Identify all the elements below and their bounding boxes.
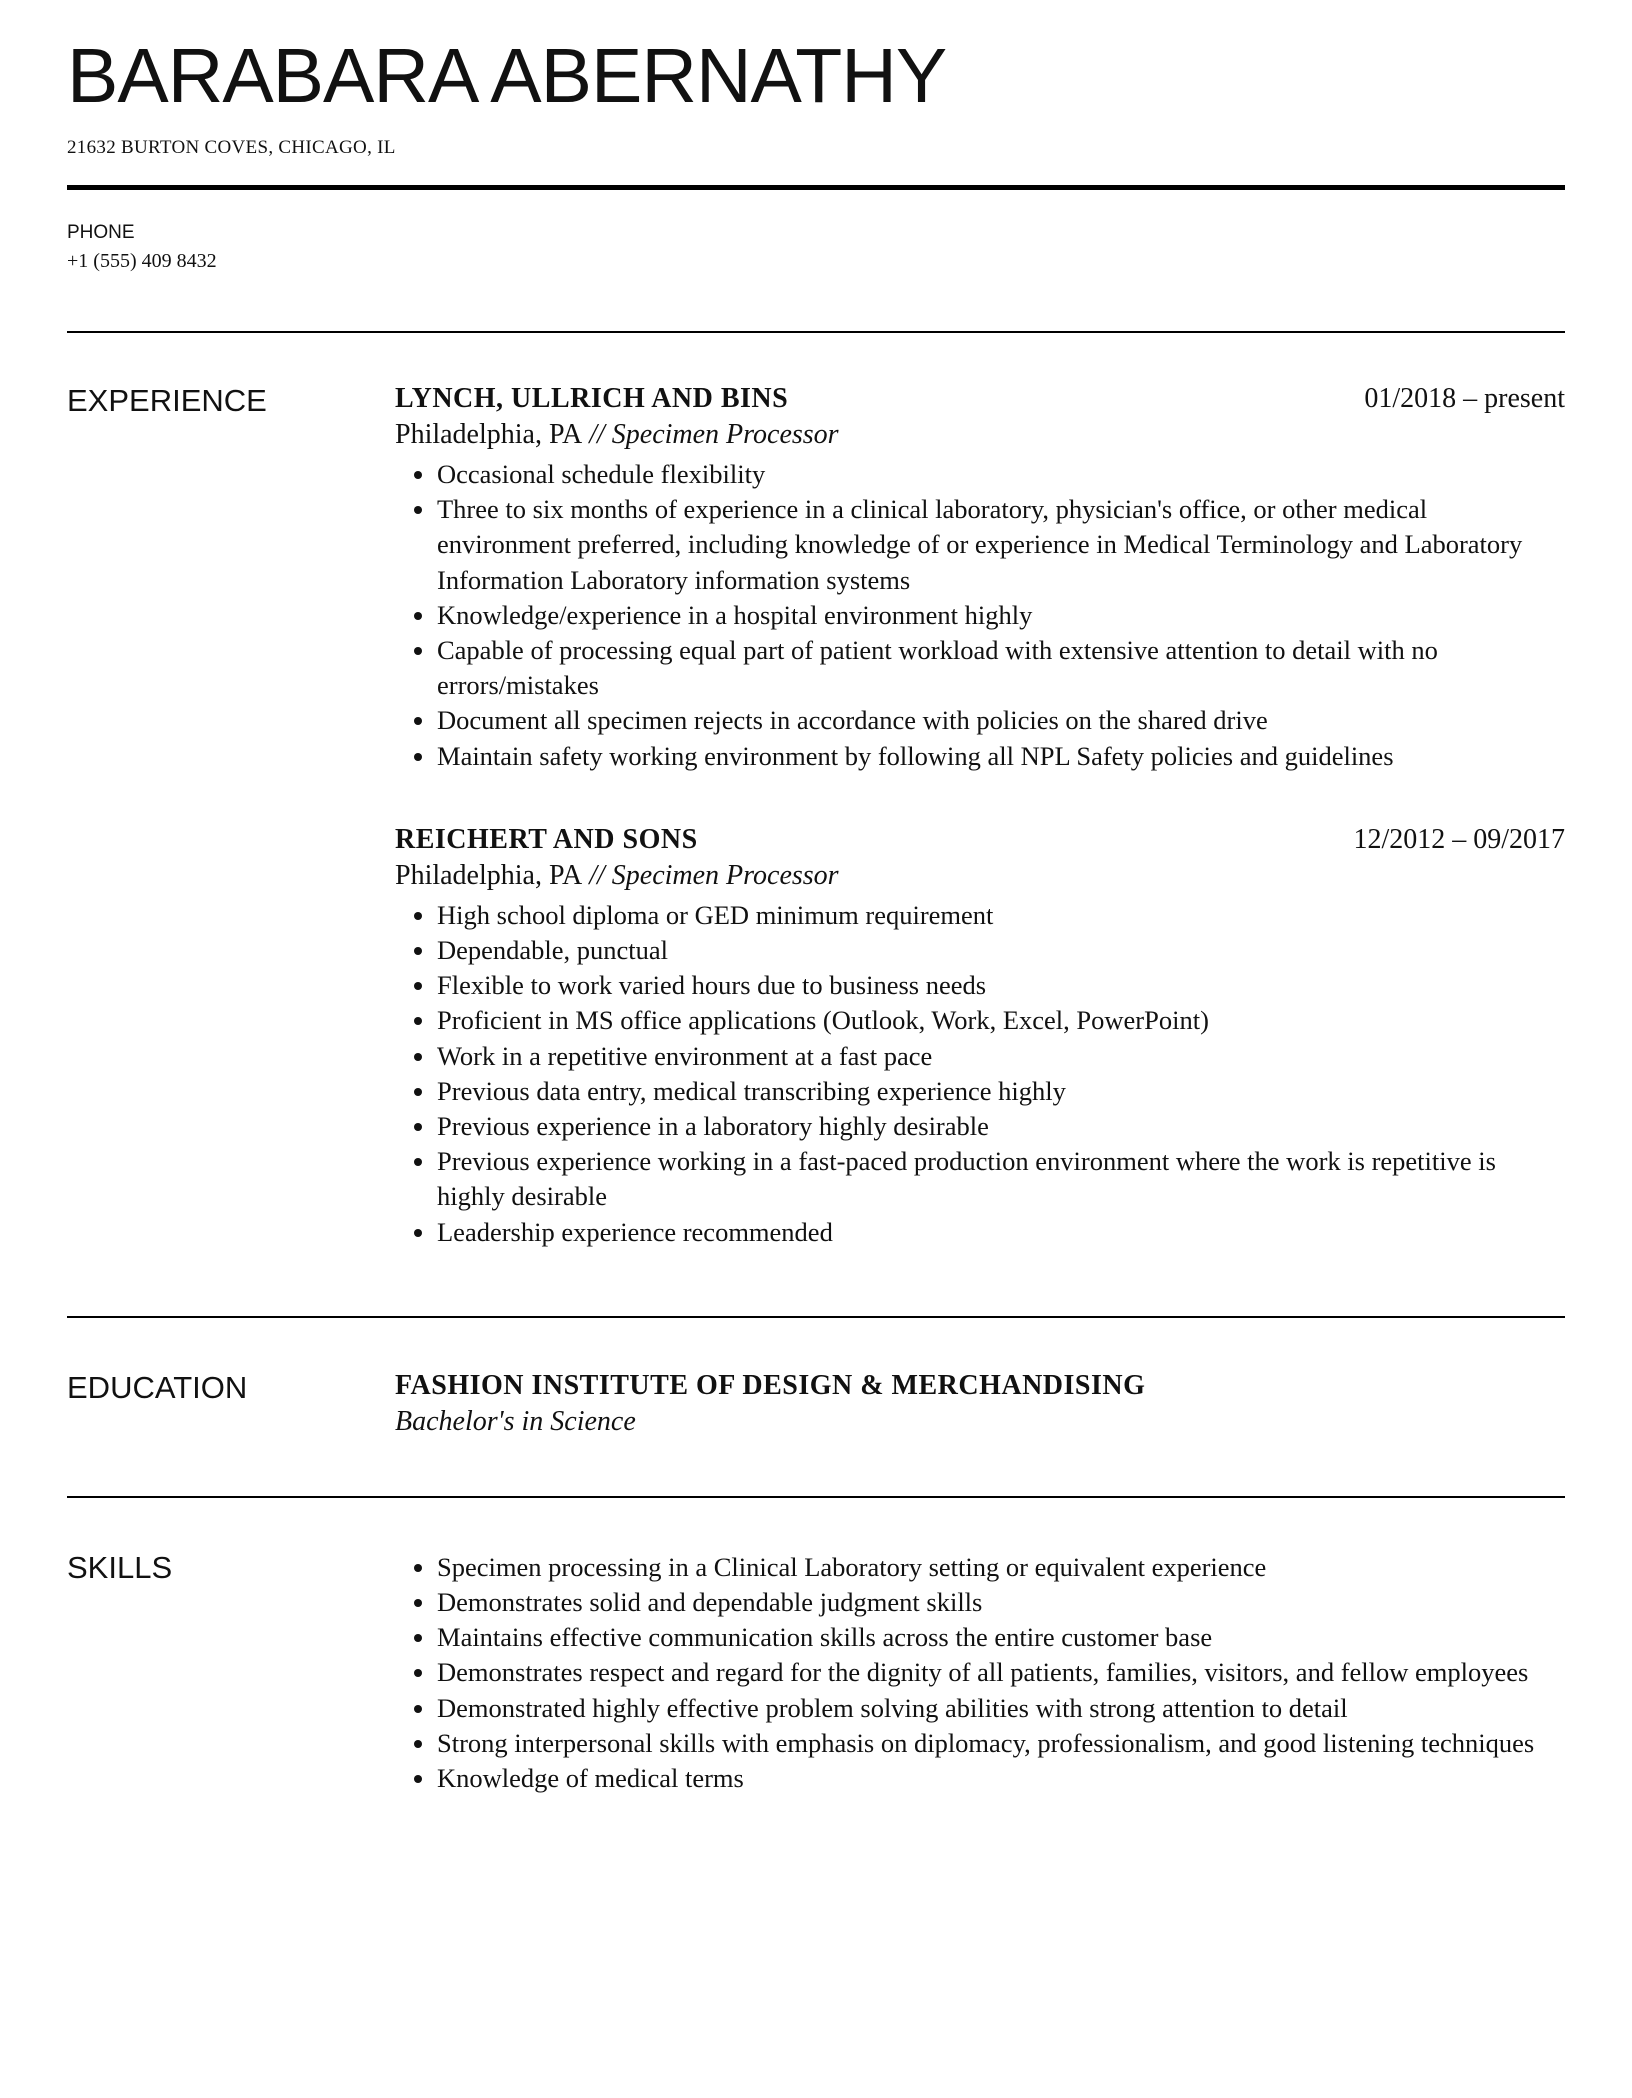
- job-entry: [395, 824, 1565, 1250]
- candidate-name: BARABARA ABERNATHY: [67, 33, 947, 119]
- resume: [67, 0, 1565, 1796]
- address: 21632 BURTON COVES, CHICAGO, IL: [67, 137, 396, 158]
- list-item: • Strong interpersonal skills with emphasis on diplomacy, professionalism, and good listening techniques: [437, 1726, 1565, 1761]
- list-item: • Occasional schedule flexibility: [437, 457, 1565, 492]
- list-item: • Demonstrates solid and dependable judgment skills: [437, 1585, 1565, 1620]
- list-item: • Maintains effective communication skills across the entire customer base: [437, 1620, 1565, 1655]
- list-item: • Maintain safety working environment by following all NPL Safety policies and guidelines: [437, 739, 1565, 774]
- job-dates: 01/2018 – present: [1364, 383, 1565, 414]
- divider: [67, 1316, 1565, 1318]
- list-item: • High school diploma or GED minimum requirement: [437, 898, 1565, 933]
- list-item: • Previous experience in a laboratory highly desirable: [437, 1109, 1565, 1144]
- list-item: • Previous data entry, medical transcribing experience highly: [437, 1074, 1565, 1109]
- header-divider: [67, 185, 1565, 190]
- job-location-role: [395, 860, 1565, 892]
- job-location: Philadelphia, PA: [395, 859, 583, 891]
- job-role: Specimen Processor: [611, 419, 839, 450]
- list-item: • Proficient in MS office applications (Outlook, Work, Excel, PowerPoint): [437, 1003, 1565, 1038]
- degree: Bachelor's in Science: [395, 1405, 636, 1437]
- education-section: [67, 1370, 1565, 1438]
- job-dates: 12/2012 – 09/2017: [1353, 823, 1565, 855]
- list-item: • Knowledge/experience in a hospital environment highly: [437, 598, 1565, 633]
- section-title: EXPERIENCE: [67, 383, 267, 418]
- list-item: • Flexible to work varied hours due to business needs: [437, 968, 1565, 1003]
- separator: //: [582, 419, 612, 450]
- job-bullets: [395, 457, 1565, 774]
- list-item: • Demonstrated highly effective problem solving abilities with strong attention to detail: [437, 1691, 1565, 1726]
- job-header: [395, 383, 1565, 415]
- separator: //: [582, 859, 612, 891]
- phone-number: +1 (555) 409 8432: [67, 250, 217, 272]
- list-item: • Leadership experience recommended: [437, 1215, 1565, 1250]
- divider: [67, 1496, 1565, 1498]
- list-item: • Three to six months of experience in a clinical laboratory, physician's office, or other medical environment preferred, including knowledge of or experience in Medical Terminology and Laboratory Information Laboratory information systems: [437, 492, 1565, 598]
- phone-label: PHONE: [67, 222, 135, 243]
- job-role: Specimen Processor: [611, 859, 839, 891]
- list-item: • Dependable, punctual: [437, 933, 1565, 968]
- company-name: LYNCH, ULLRICH AND BINS: [395, 383, 789, 414]
- job-entry: [395, 383, 1565, 774]
- job-location-role: [395, 419, 1565, 451]
- section-title: EDUCATION: [67, 1369, 248, 1405]
- school-name: FASHION INSTITUTE OF DESIGN & MERCHANDISING: [395, 1369, 1146, 1401]
- experience-list: [395, 383, 1565, 1250]
- company-name: REICHERT AND SONS: [395, 823, 698, 855]
- experience-section: [67, 383, 1565, 1250]
- divider: [67, 331, 1565, 333]
- list-item: • Specimen processing in a Clinical Laboratory setting or equivalent experience: [437, 1550, 1565, 1585]
- skills-list: [395, 1550, 1565, 1796]
- section-title: SKILLS: [67, 1549, 173, 1585]
- job-header: [395, 824, 1565, 856]
- list-item: • Document all specimen rejects in accordance with policies on the shared drive: [437, 703, 1565, 738]
- list-item: • Work in a repetitive environment at a fast pace: [437, 1039, 1565, 1074]
- list-item: • Capable of processing equal part of patient workload with extensive attention to detail with no errors/mistakes: [437, 633, 1565, 703]
- job-location: Philadelphia, PA: [395, 419, 583, 450]
- list-item: • Knowledge of medical terms: [437, 1761, 1565, 1796]
- list-item: • Previous experience working in a fast-paced production environment where the work is repetitive is highly desirable: [437, 1144, 1565, 1214]
- job-bullets: [395, 898, 1565, 1250]
- skills-section: [67, 1550, 1565, 1796]
- list-item: • Demonstrates respect and regard for the dignity of all patients, families, visitors, and fellow employees: [437, 1655, 1565, 1690]
